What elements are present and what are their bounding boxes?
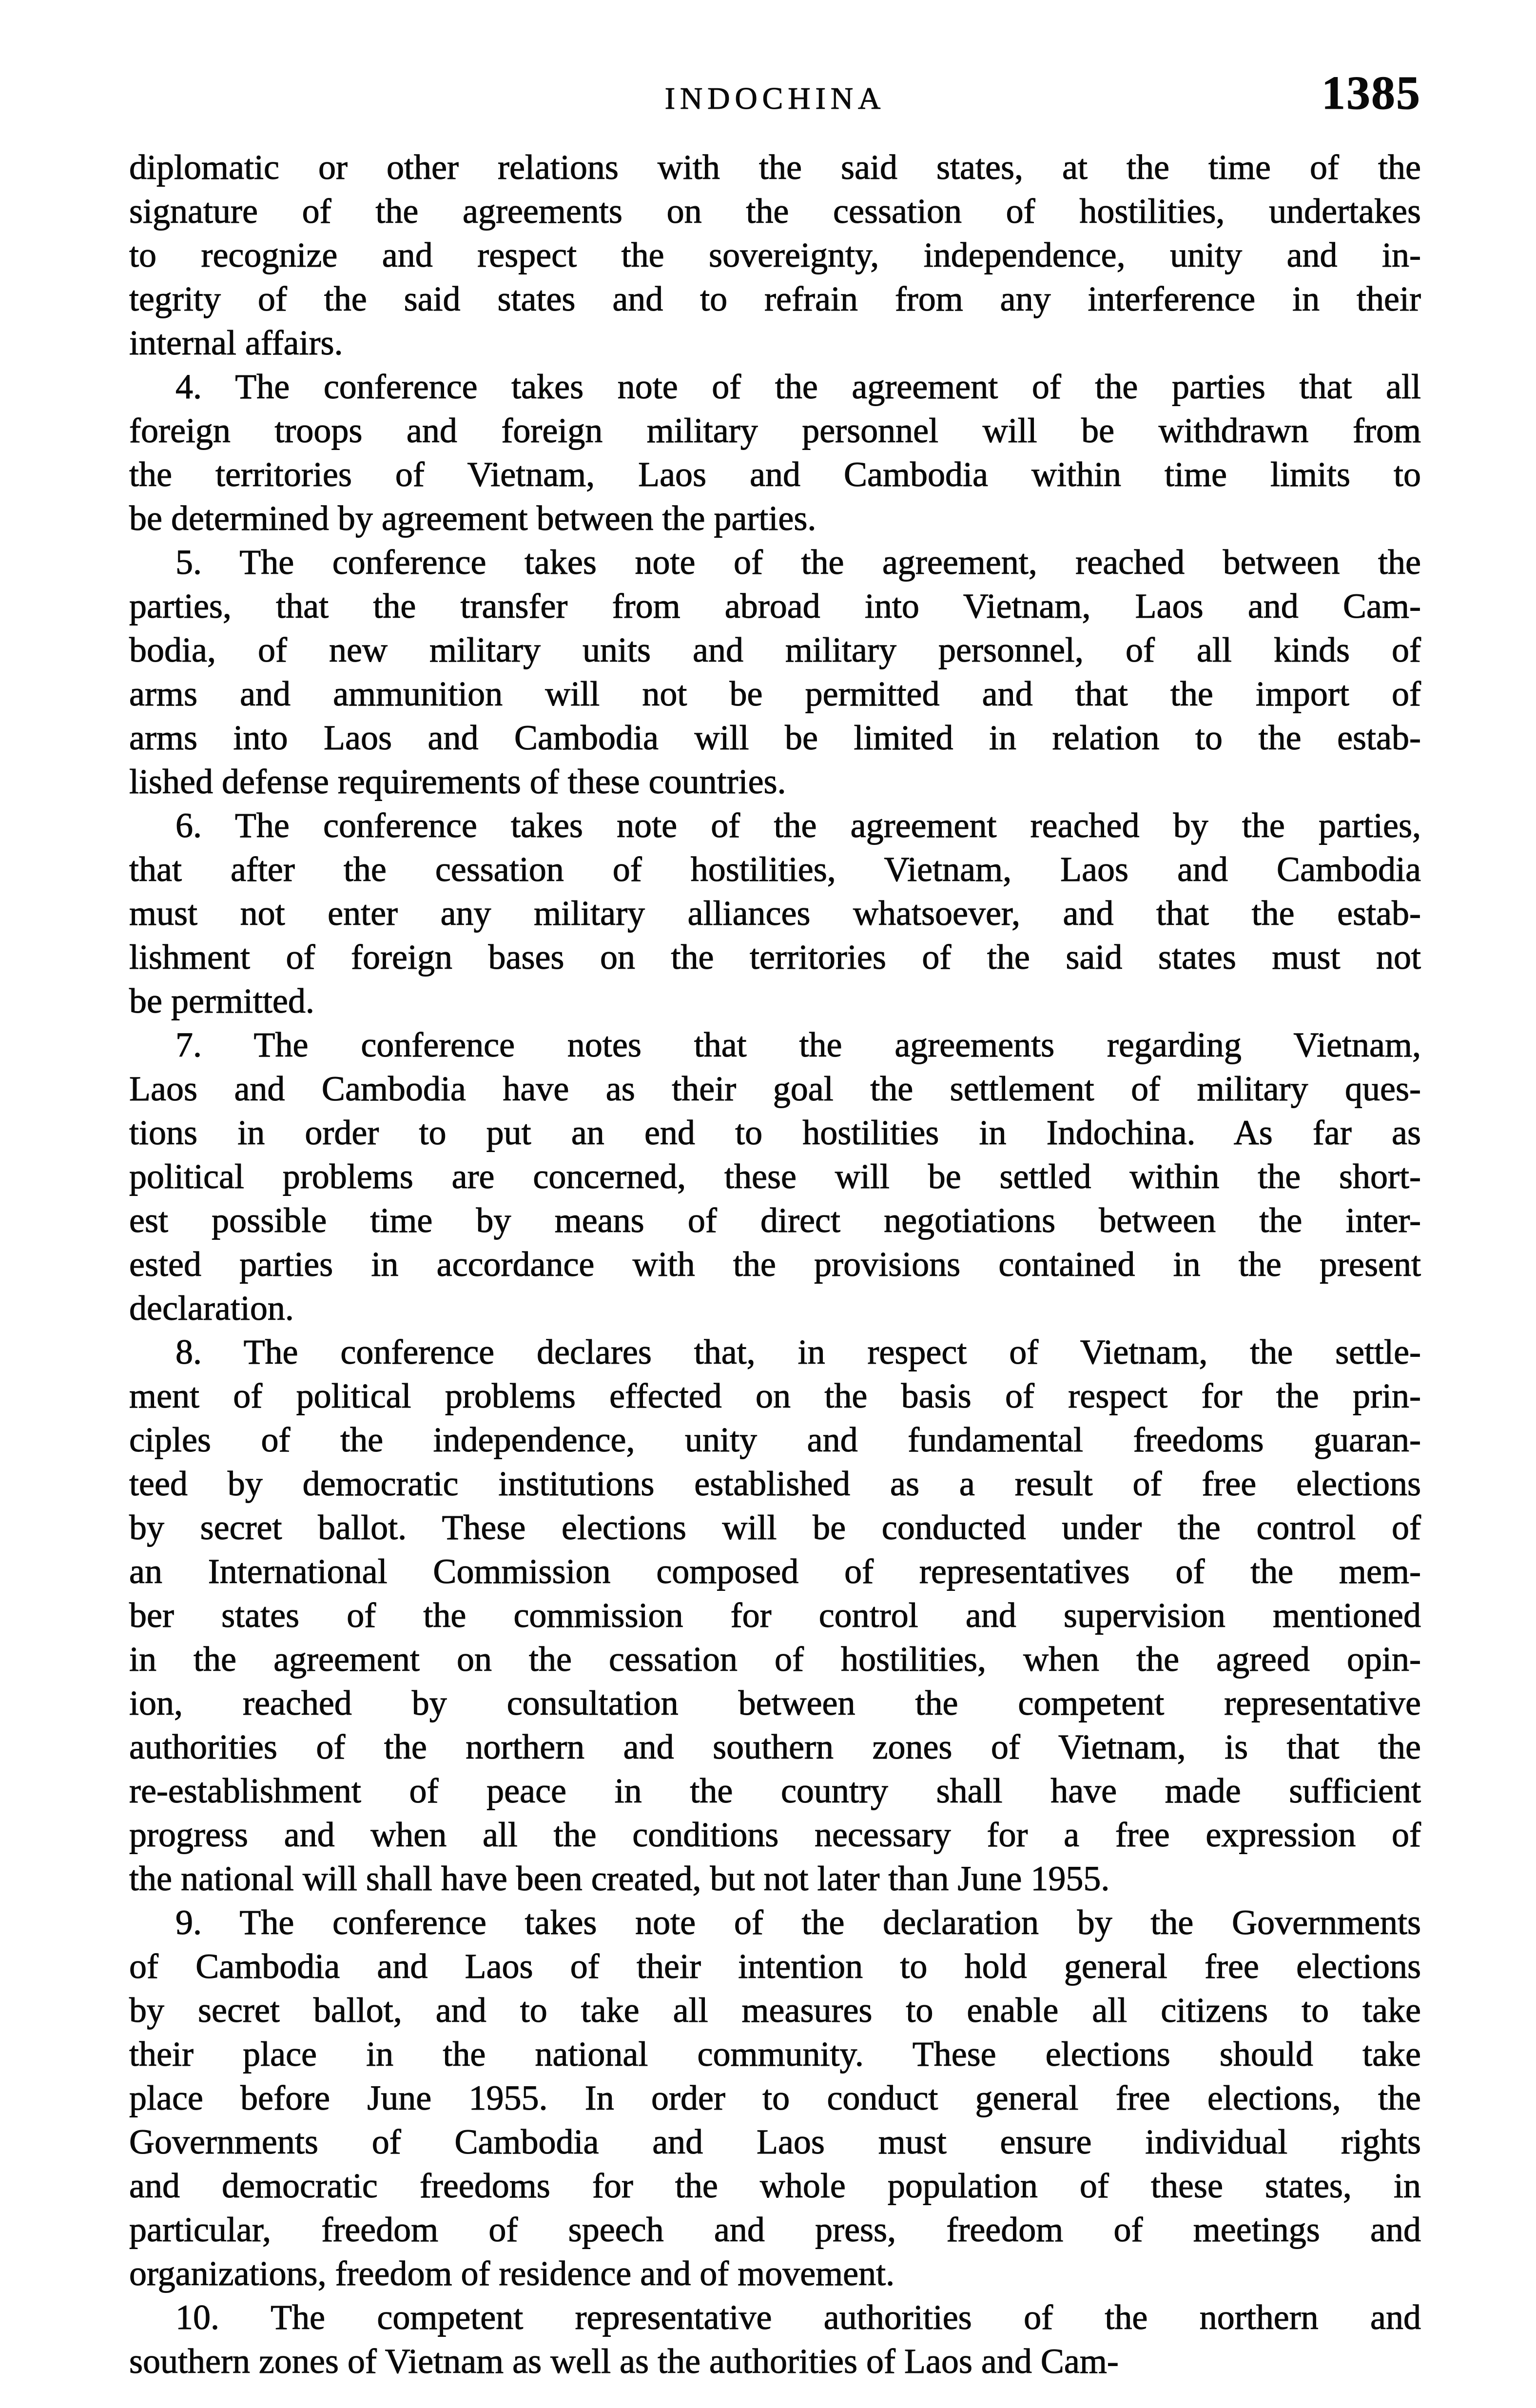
paragraph xyxy=(129,1330,1421,1900)
text-line: southern zones of Vietnam as well as the authorities of Laos and Cam- xyxy=(129,2342,1119,2381)
text-line: tegrity of the said states and to refrain from any interference in their xyxy=(129,279,1421,318)
text-line: ment of political problems effected on the basis of respect for the prin- xyxy=(129,1376,1421,1415)
text-line: organizations, freedom of residence and of movement. xyxy=(129,2254,895,2293)
paragraph xyxy=(129,540,1421,803)
text-line: the national will shall have been created, but not later than June 1955. xyxy=(129,1859,1110,1898)
text-line: foreign troops and foreign military personnel will be withdrawn from xyxy=(129,411,1421,450)
text-line: Governments of Cambodia and Laos must ensure individual rights xyxy=(129,2122,1421,2161)
text-line: by secret ballot, and to take all measures to enable all citizens to take xyxy=(129,1991,1421,2030)
text-line: 9. The conference takes note of the declaration by the Governments xyxy=(175,1903,1421,1942)
text-line: diplomatic or other relations with the said states, at the time of the xyxy=(129,148,1421,187)
text-line: their place in the national community. These elections should take xyxy=(129,2035,1421,2074)
text-line: ested parties in accordance with the provisions contained in the present xyxy=(129,1245,1421,1284)
paragraph xyxy=(129,1023,1421,1330)
text-line: 4. The conference takes note of the agreement of the parties that all xyxy=(175,367,1421,406)
text-line: the territories of Vietnam, Laos and Cambodia within time limits to xyxy=(129,455,1421,494)
text-line: 10. The competent representative authorities of the northern and xyxy=(175,2298,1421,2337)
paragraph xyxy=(129,2295,1421,2383)
text-line: must not enter any military alliances whatsoever, and that the estab- xyxy=(129,894,1421,933)
text-line: by secret ballot. These elections will be conducted under the control of xyxy=(129,1508,1421,1547)
text-line: signature of the agreements on the cessation of hostilities, undertakes xyxy=(129,192,1421,231)
text-line: bodia, of new military units and military personnel, of all kinds of xyxy=(129,630,1421,669)
text-line: 8. The conference declares that, in respect of Vietnam, the settle- xyxy=(175,1332,1421,1371)
text-line: that after the cessation of hostilities, Vietnam, Laos and Cambodia xyxy=(129,850,1421,889)
text-line: internal affairs. xyxy=(129,323,343,362)
text-line: place before June 1955. In order to conduct general free elections, the xyxy=(129,2078,1421,2117)
text-line: and democratic freedoms for the whole population of these states, in xyxy=(129,2166,1421,2205)
text-line: lished defense requirements of these countries. xyxy=(129,762,786,801)
text-line: arms and ammunition will not be permitted and that the import of xyxy=(129,674,1421,713)
page-number: 1385 xyxy=(1322,67,1421,119)
text-line: est possible time by means of direct negotiations between the inter- xyxy=(129,1201,1421,1240)
text-line: tions in order to put an end to hostilities in Indochina. As far as xyxy=(129,1113,1421,1152)
paragraph xyxy=(129,145,1421,365)
text-line: be determined by agreement between the parties. xyxy=(129,499,817,538)
text-line: re-establishment of peace in the country shall have made sufficient xyxy=(129,1771,1421,1810)
text-line: an International Commission composed of representatives of the mem- xyxy=(129,1552,1421,1591)
text-line: be permitted. xyxy=(129,981,314,1020)
page-body xyxy=(129,145,1421,2383)
text-line: particular, freedom of speech and press, freedom of meetings and xyxy=(129,2210,1421,2249)
paragraph xyxy=(129,1900,1421,2295)
text-line: ciples of the independence, unity and fundamental freedoms guaran- xyxy=(129,1420,1421,1459)
page-header xyxy=(129,63,1421,117)
text-line: ion, reached by consultation between the competent representative xyxy=(129,1684,1421,1723)
text-line: teed by democratic institutions established as a result of free elections xyxy=(129,1464,1421,1503)
text-line: declaration. xyxy=(129,1289,294,1328)
text-line: Laos and Cambodia have as their goal the settlement of military ques- xyxy=(129,1069,1421,1108)
paragraph xyxy=(129,803,1421,1023)
text-line: to recognize and respect the sovereignty, independence, unity and in- xyxy=(129,235,1421,274)
text-line: 6. The conference takes note of the agreement reached by the parties, xyxy=(175,806,1421,845)
text-line: 5. The conference takes note of the agreement, reached between the xyxy=(175,543,1421,582)
running-title: INDOCHINA xyxy=(664,81,886,116)
paragraph xyxy=(129,365,1421,540)
text-line: ber states of the commission for control and supervision mentioned xyxy=(129,1596,1421,1635)
text-line: progress and when all the conditions necessary for a free expression of xyxy=(129,1815,1421,1854)
text-line: of Cambodia and Laos of their intention to hold general free elections xyxy=(129,1947,1421,1986)
text-line: arms into Laos and Cambodia will be limited in relation to the estab- xyxy=(129,718,1421,757)
text-line: parties, that the transfer from abroad into Vietnam, Laos and Cam- xyxy=(129,587,1421,626)
text-line: lishment of foreign bases on the territories of the said states must not xyxy=(129,938,1421,977)
text-line: in the agreement on the cessation of hostilities, when the agreed opin- xyxy=(129,1640,1421,1679)
text-line: authorities of the northern and southern zones of Vietnam, is that the xyxy=(129,1727,1421,1766)
text-line: 7. The conference notes that the agreements regarding Vietnam, xyxy=(175,1025,1421,1064)
text-line: political problems are concerned, these will be settled within the short- xyxy=(129,1157,1421,1196)
